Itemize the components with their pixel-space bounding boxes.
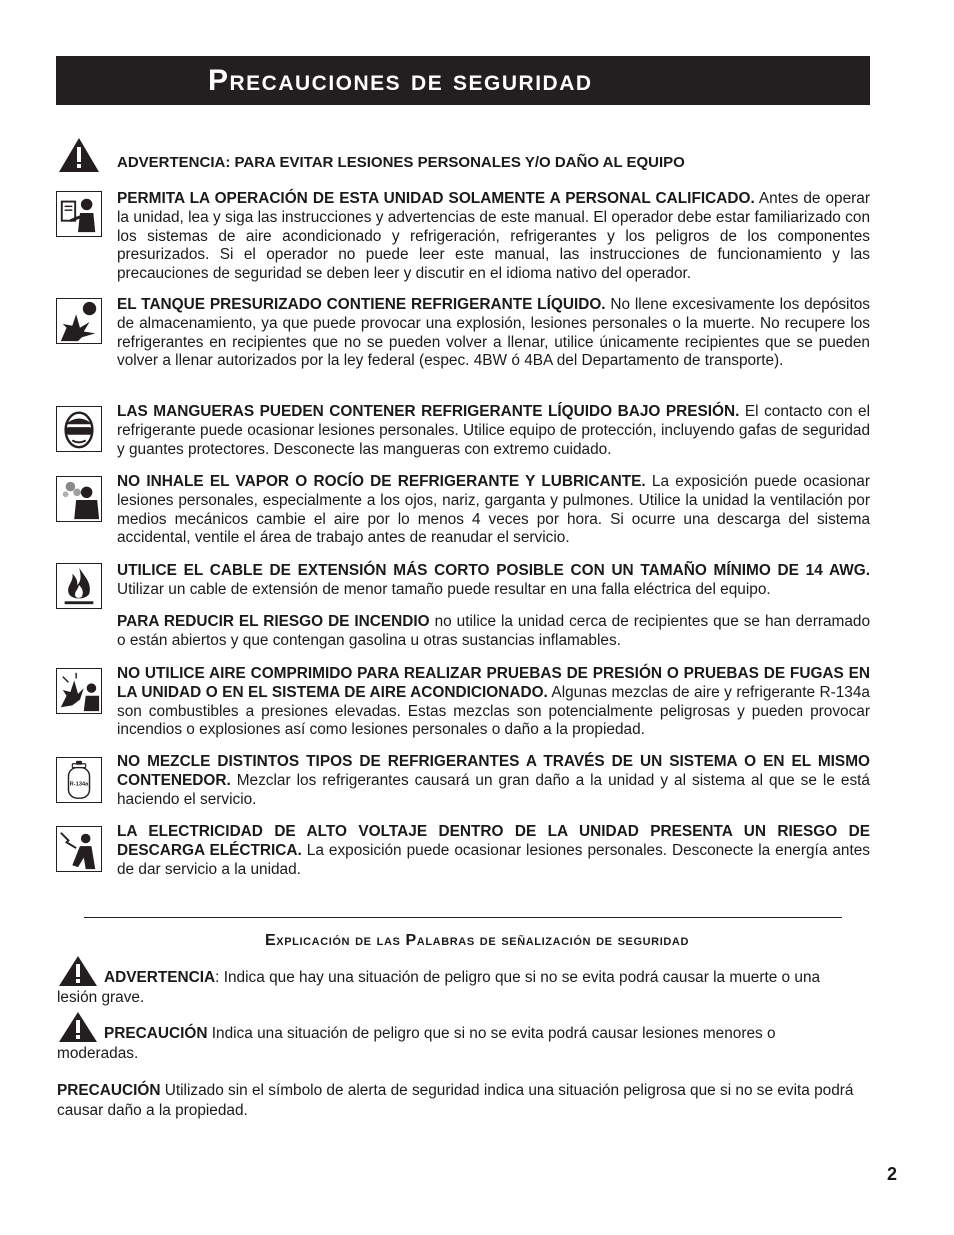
warning-header: ADVERTENCIA: PARA EVITAR LESIONES PERSONALES Y/O DAÑO AL EQUIPO — [117, 154, 685, 171]
item-text: Utilizar un cable de extensión de menor tamaño puede resultar en una falla eléctrica del equipo. — [117, 580, 771, 598]
item-text: No llene excesivamente los depósitos de almacenamiento, ya que puede provocar una explosión, lesiones personales o la muerte. No recupere los refrigerantes en recipientes que no se pueden volver a llenar, utilice únicamente recipientes que se pueden volver a llenar autorizados por la ley federal (espec. 4BW ó 4BA del Departamento de transporte). — [117, 296, 870, 370]
safety-goggles-icon — [56, 406, 102, 452]
definition-text: Utilizado sin el símbolo de alerta de seguridad indica una situación peligrosa que si no se evita podrá causar daño a la propiedad. — [57, 1082, 854, 1119]
operator-manual-icon — [56, 191, 102, 237]
item-heading: PARA REDUCIR EL RIESGO DE INCENDIO — [117, 613, 430, 630]
fire-hazard-icon — [56, 563, 102, 609]
item-text: La exposición puede ocasionar lesiones personales. Desconecte la energía antes de dar servicio a la unidad. — [117, 841, 871, 878]
safety-item — [117, 823, 870, 879]
safety-item — [117, 665, 870, 740]
item-text: El contacto con el refrigerante puede ocasionar lesiones personales. Utilice equipo de protección, incluyendo gafas de seguridad y guantes protectores. Desconecte las mangueras con extremo cuidado. — [117, 403, 871, 458]
inhalation-hazard-icon — [56, 476, 102, 522]
item-text: Antes de operar la unidad, lea y siga las instrucciones y advertencias de este manual. El operador debe estar familiarizado con los sistemas de aire acondicionado y refrigeración, refrigerantes y los peligros de los componentes presurizados. Si el operador no puede leer este manual, las instrucciones de funcionamiento y las precauciones de seguridad se deben leer y discutir en el idioma nativo del operador. — [117, 190, 870, 283]
safety-item — [117, 296, 870, 371]
safety-item — [117, 190, 870, 284]
item-heading: LAS MANGUERAS PUEDEN CONTENER REFRIGERANTE LÍQUIDO BAJO PRESIÓN. — [117, 403, 740, 420]
tank-label: R-134a — [69, 781, 89, 788]
definition-term: PRECAUCIÓN — [57, 1082, 161, 1099]
electric-shock-icon — [56, 826, 102, 872]
definition-precaucion-no-symbol — [57, 1081, 857, 1121]
explosion-hazard-icon — [56, 298, 102, 344]
item-text: no utilice la unidad cerca de recipientes que se han derramado o están abiertos y que contengan gasolina u otras sustancias inflamables. — [117, 613, 871, 649]
safety-item — [117, 753, 870, 809]
definition-term: PRECAUCIÓN — [104, 1025, 208, 1042]
page-number-wrap — [0, 1164, 924, 1185]
definition-advertencia — [57, 968, 857, 1008]
page-number: 2 — [886, 1164, 897, 1184]
compressed-air-hazard-icon — [56, 668, 102, 714]
title-bar — [56, 56, 870, 105]
safety-item — [117, 403, 870, 459]
item-heading: LA ELECTRICIDAD DE ALTO VOLTAJE DENTRO DE LA UNIDAD PRESENTA UN RIESGO DE DESCARGA ELÉCTRICA. — [117, 823, 870, 859]
safety-item — [117, 613, 870, 651]
definition-text: Indica una situación de peligro que si no se evita podrá causar lesiones menores o moderadas. — [57, 1025, 776, 1062]
item-text: Algunas mezclas de aire y refrigerante R-134a son combustibles a presiones elevadas. Estas mezclas son potencialmente peligrosas y pueden provocar incendios o explosiones así como lesiones personales o daño a la propiedad. — [117, 683, 870, 739]
item-heading: UTILICE EL CABLE DE EXTENSIÓN MÁS CORTO POSIBLE CON UN TAMAÑO MÍNIMO DE 14 AWG. — [117, 562, 870, 579]
section-divider — [84, 917, 842, 918]
definition-precaucion — [57, 1024, 857, 1064]
item-heading: PERMITA LA OPERACIÓN DE ESTA UNIDAD SOLAMENTE A PERSONAL CALIFICADO. — [117, 190, 755, 207]
item-text: Mezclar los refrigerantes causará un gran daño a la unidad y al sistema al que se le está haciendo el servicio. — [117, 771, 870, 808]
signal-words-title: Explicación de las Palabras de señalización de seguridad — [264, 932, 690, 949]
refrigerant-tank-icon — [56, 757, 102, 803]
item-heading: EL TANQUE PRESURIZADO CONTIENE REFRIGERANTE LÍQUIDO. — [117, 296, 606, 313]
definition-term: ADVERTENCIA — [104, 969, 216, 986]
item-text: La exposición puede ocasionar lesiones personales, especialmente a los ojos, nariz, garganta y pulmones. Utilice la unidad la ventilación por medios mecánicos cambie el aire por lo menos 4 veces por hora. Si ocurre una descarga del sistema accidental, ventile el área de trabajo antes de reanudar el servicio. — [117, 473, 870, 547]
item-heading: NO UTILICE AIRE COMPRIMIDO PARA REALIZAR PRUEBAS DE PRESIÓN O PRUEBAS DE FUGAS EN LA UNIDAD O EN EL SISTEMA DE AIRE ACONDICIONADO. — [117, 665, 870, 701]
safety-item — [117, 473, 870, 548]
safety-item — [117, 562, 870, 600]
item-heading: NO INHALE EL VAPOR O ROCÍO DE REFRIGERANTE Y LUBRICANTE. — [117, 473, 646, 490]
page-title: Precauciones de seguridad — [208, 64, 593, 97]
item-heading: NO MEZCLE DISTINTOS TIPOS DE REFRIGERANTES A TRAVÉS DE UN SISTEMA O EN EL MISMO CONTENEDOR. — [117, 753, 870, 789]
warning-triangle-icon — [57, 136, 101, 174]
definition-text: : Indica que hay una situación de peligro que si no se evita podrá causar la muerte o una lesión grave. — [57, 969, 821, 1006]
